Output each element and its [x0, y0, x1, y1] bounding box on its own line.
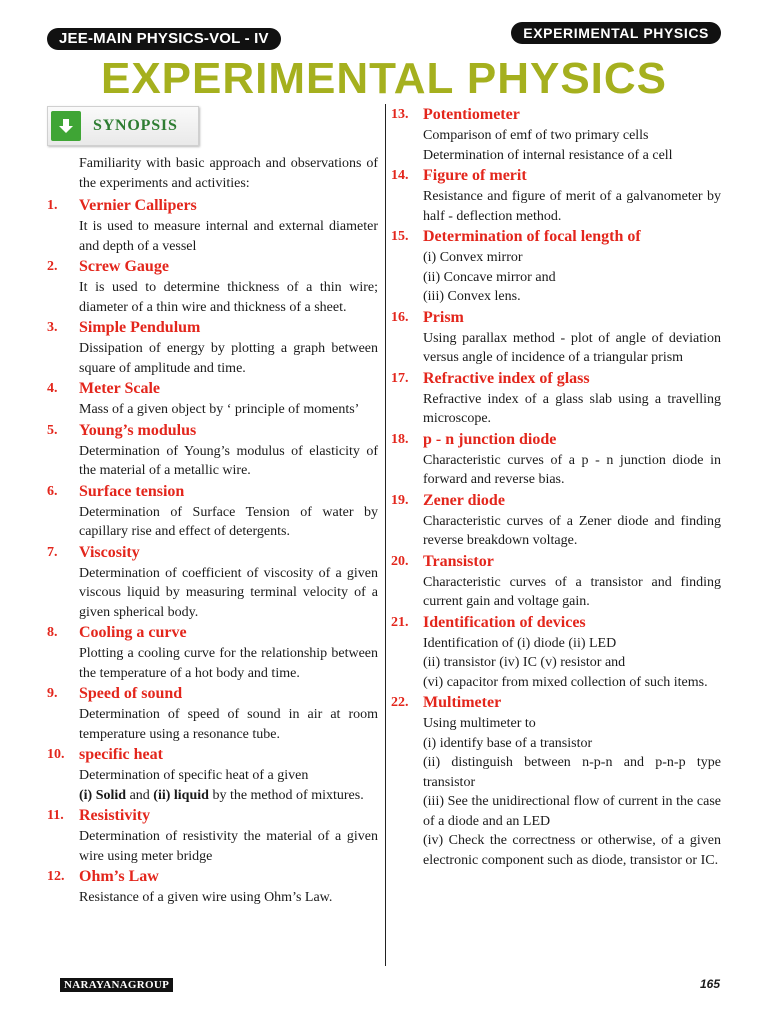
- experiment-body: [79, 378, 378, 420]
- right-column: [391, 104, 721, 870]
- experiment-item: [47, 420, 378, 481]
- synopsis-badge: [47, 106, 199, 146]
- description-line: (ii) transistor (iv) IC (v) resistor and: [423, 655, 626, 670]
- experiment-number: 6.: [47, 483, 58, 499]
- column-divider: [385, 104, 386, 966]
- experiment-item: [47, 378, 378, 420]
- description-line: Determination of coefficient of viscosity of a given viscous liquid by measuring terminal velocity of a given spherical body.: [79, 565, 378, 620]
- experiment-item: [391, 307, 721, 368]
- experiment-body: [79, 622, 378, 683]
- experiment-item: [47, 481, 378, 542]
- description-line: Determination of Surface Tension of water by capillary rise and effect of detergents.: [79, 504, 378, 539]
- experiment-number: 7.: [47, 544, 58, 560]
- experiment-item: [47, 622, 378, 683]
- experiment-body: [79, 866, 378, 908]
- download-arrow-icon: [51, 111, 81, 141]
- experiment-title: Potentiometer: [423, 106, 520, 123]
- bold-term: (ii) liquid: [153, 787, 209, 803]
- experiment-number: 16.: [391, 309, 409, 325]
- description-line: Mass of a given object by ‘ principle of moments’: [79, 402, 360, 417]
- description-line: It is used to determine thickness of a thin wire; diameter of a thin wire and thickness of a sheet.: [79, 280, 378, 315]
- experiment-number: 20.: [391, 553, 409, 569]
- experiment-body: [423, 226, 721, 307]
- experiment-body: [423, 307, 721, 368]
- description-line: Comparison of emf of two primary cells: [423, 128, 649, 143]
- experiment-body: [79, 256, 378, 317]
- experiment-description: [423, 248, 721, 307]
- experiment-description: [423, 126, 721, 165]
- header-subject-label: EXPERIMENTAL PHYSICS: [511, 22, 721, 44]
- experiment-number: 2.: [47, 259, 58, 274]
- experiment-item: [47, 744, 378, 805]
- experiment-title: Meter Scale: [79, 380, 160, 397]
- description-line: Determination of specific heat of a given: [79, 768, 309, 783]
- experiment-body: [423, 490, 721, 551]
- experiment-item: [391, 368, 721, 429]
- description-line: [79, 786, 378, 806]
- experiment-item: [391, 612, 721, 693]
- experiment-description: [79, 888, 378, 908]
- synopsis-label: SYNOPSIS: [93, 117, 178, 134]
- experiment-description: [423, 390, 721, 429]
- intro-text: Familiarity with basic approach and observations of the experiments and activities:: [79, 156, 378, 191]
- page-number: 165: [699, 977, 720, 991]
- experiment-body: [423, 429, 721, 490]
- experiment-item: [391, 551, 721, 612]
- experiment-title: Cooling a curve: [79, 624, 187, 641]
- experiment-title: Prism: [423, 308, 464, 326]
- experiment-number: 4.: [47, 381, 58, 396]
- experiment-description: [79, 442, 378, 481]
- description-line: Using parallax method - plot of angle of deviation versus angle of incidence of a triangular prism: [423, 330, 721, 365]
- description-line: Resistance and figure of merit of a galvanometer by half - deflection method.: [423, 189, 721, 224]
- experiment-description: [423, 451, 721, 490]
- experiment-number: 21.: [391, 614, 409, 630]
- experiment-number: 5.: [47, 422, 58, 438]
- experiment-title: Zener diode: [423, 491, 505, 509]
- description-line: Characteristic curves of a Zener diode and finding reverse breakdown voltage.: [423, 513, 721, 548]
- description-line: (iv) Check the correctness or otherwise, of a given electronic component such as diode, transistor or IC.: [423, 833, 721, 868]
- experiment-body: [79, 683, 378, 744]
- experiment-number: 1.: [47, 198, 58, 213]
- description-line: It is used to measure internal and external diameter and depth of a vessel: [79, 219, 378, 254]
- experiment-item: [391, 226, 721, 307]
- description-line: Determination of Young’s modulus of elasticity of the material of a metallic wire.: [79, 443, 378, 478]
- experiment-number: 18.: [391, 431, 409, 447]
- description-line: (iii) See the unidirectional flow of current in the case of a diode and an LED: [423, 794, 721, 829]
- experiment-description: [423, 634, 721, 693]
- experiment-number: 14.: [391, 168, 409, 183]
- description-text: by the method of mixtures.: [208, 787, 364, 803]
- experiment-item: [47, 542, 378, 623]
- experiment-description: [79, 278, 378, 317]
- experiment-title: Screw Gauge: [79, 258, 169, 275]
- experiment-description: [79, 503, 378, 542]
- experiment-number: 22.: [391, 695, 409, 710]
- description-line: Determination of internal resistance of a cell: [423, 147, 673, 163]
- experiment-item: [391, 692, 721, 870]
- experiment-number: 12.: [47, 869, 65, 884]
- experiment-number: 15.: [391, 229, 409, 244]
- experiment-body: [79, 481, 378, 542]
- experiment-title: Young’s modulus: [79, 421, 197, 439]
- experiment-title: specific heat: [79, 746, 163, 763]
- experiment-title: Refractive index of glass: [423, 369, 590, 387]
- experiment-item: [391, 165, 721, 226]
- description-line: Refractive index of a glass slab using a travelling microscope.: [423, 391, 721, 426]
- description-line: (vi) capacitor from mixed collection of such items.: [423, 674, 708, 690]
- experiment-title: p - n junction diode: [423, 430, 557, 448]
- experiment-body: [79, 542, 378, 623]
- experiment-title: Vernier Callipers: [79, 197, 197, 214]
- description-line: (i) Convex mirror: [423, 250, 523, 265]
- experiment-item: [391, 490, 721, 551]
- experiment-number: 19.: [391, 492, 409, 508]
- experiment-item: [47, 683, 378, 744]
- right-experiment-list: [391, 104, 721, 870]
- experiment-item: [391, 104, 721, 165]
- experiment-number: 3.: [47, 320, 58, 335]
- experiment-title: Determination of focal length of: [423, 228, 641, 245]
- header-chapter-label: JEE-MAIN PHYSICS-VOL - IV: [47, 28, 281, 50]
- experiment-number: 9.: [47, 686, 58, 701]
- experiment-description: [423, 512, 721, 551]
- experiment-description: [423, 573, 721, 612]
- experiment-body: [79, 420, 378, 481]
- experiment-title: Figure of merit: [423, 167, 527, 184]
- description-line: Resistance of a given wire using Ohm’s Law.: [79, 890, 333, 905]
- narayana-group-logo: NARAYANAGROUP: [60, 978, 173, 992]
- experiment-number: 17.: [391, 370, 409, 386]
- experiment-title: Multimeter: [423, 694, 502, 711]
- experiment-description: [423, 329, 721, 368]
- experiment-description: [79, 705, 378, 744]
- description-line: (iii) Convex lens.: [423, 289, 521, 304]
- experiment-number: 11.: [47, 808, 64, 823]
- experiment-body: [423, 612, 721, 693]
- experiment-title: Viscosity: [79, 543, 140, 561]
- experiment-description: [79, 766, 378, 805]
- experiment-number: 8.: [47, 625, 58, 640]
- description-line: (ii) distinguish between n-p-n and p-n-p type transistor: [423, 755, 721, 790]
- experiment-body: [423, 368, 721, 429]
- experiment-body: [423, 692, 721, 870]
- experiment-item: [47, 256, 378, 317]
- experiment-body: [423, 104, 721, 165]
- description-line: (ii) Concave mirror and: [423, 269, 556, 285]
- experiment-item: [47, 317, 378, 378]
- experiment-body: [79, 317, 378, 378]
- experiment-title: Ohm’s Law: [79, 868, 159, 885]
- connector-text: and: [126, 787, 154, 803]
- experiment-description: [423, 714, 721, 870]
- description-line: Dissipation of energy by plotting a graph between square of amplitude and time.: [79, 341, 378, 376]
- experiment-title: Identification of devices: [423, 613, 586, 631]
- description-line: Identification of (i) diode (ii) LED: [423, 635, 617, 651]
- experiment-title: Speed of sound: [79, 685, 183, 702]
- experiment-item: [47, 195, 378, 256]
- page-title: EXPERIMENTAL PHYSICS: [100, 54, 668, 103]
- description-line: Characteristic curves of a transistor and finding current gain and voltage gain.: [423, 574, 721, 609]
- description-line: Determination of resistivity the material of a given wire using meter bridge: [79, 829, 378, 864]
- experiment-item: [47, 805, 378, 866]
- experiment-body: [423, 551, 721, 612]
- experiment-title: Simple Pendulum: [79, 319, 201, 336]
- left-column: [47, 154, 378, 908]
- experiment-description: [79, 400, 378, 420]
- experiment-title: Surface tension: [79, 482, 185, 500]
- experiment-title: Transistor: [423, 552, 494, 570]
- description-line: (i) identify base of a transistor: [423, 735, 593, 751]
- experiment-description: [79, 644, 378, 683]
- experiment-description: [79, 339, 378, 378]
- description-line: Determination of speed of sound in air at room temperature using a resonance tube.: [79, 707, 378, 742]
- experiment-body: [79, 744, 378, 805]
- experiment-description: [79, 564, 378, 623]
- experiment-title: Resistivity: [79, 807, 151, 824]
- experiment-body: [79, 805, 378, 866]
- left-experiment-list: [47, 195, 378, 908]
- experiment-number: 10.: [47, 747, 65, 762]
- experiment-item: [391, 429, 721, 490]
- experiment-description: [79, 217, 378, 256]
- description-line: Using multimeter to: [423, 716, 536, 731]
- description-line: Plotting a cooling curve for the relationship between the temperature of a hot body and time.: [79, 646, 378, 681]
- experiment-number: 13.: [391, 107, 409, 122]
- bold-term: (i) Solid: [79, 787, 127, 803]
- experiment-item: [47, 866, 378, 908]
- experiment-body: [79, 195, 378, 256]
- experiment-body: [423, 165, 721, 226]
- experiment-description: [423, 187, 721, 226]
- description-line: Characteristic curves of a p - n junction diode in forward and reverse bias.: [423, 452, 721, 487]
- experiment-description: [79, 827, 378, 866]
